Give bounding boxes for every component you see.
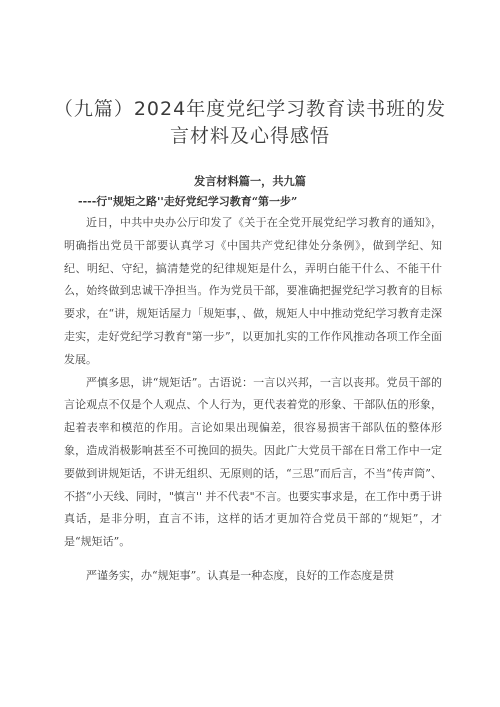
document-title-line-1: （九篇）2024年度党纪学习教育读书班的发 (53, 98, 447, 120)
paragraph-2: 严慎多思，讲“规矩话”。古语说：一言以兴邦，一言以丧邦。党员干部的言论观点不仅是个人观点、个人行为，更代表着党的形象、干部队伍的形象，起着表率和模范的作用。言论如果出现偏差，很容易损害干部队伍的整体形象，造成消极影响甚至不可挽回的损失。因此广大党员干部在日常工作中一定要做到讲规矩话，不讲无组织、无原则的话，“三思”而后言，不当“传声筒”、不搭“小天线、同时，"慎言'' 并不代表"不言。也要实事求是，在工作中勇于讲真话，是非分明，直言不讳，这样的话才更加符合党员干部的“规矩”，才是“规矩话”。 (64, 375, 442, 549)
section-heading: 发言材料篇一，共九篇 (194, 174, 306, 188)
document-title-line-2: 言材料及心得感悟 (169, 125, 330, 147)
document-body (64, 212, 442, 588)
tagline: ----行"规矩之路''走好党纪学习教育“第一步” (78, 195, 298, 208)
paragraph-3: 严谨务实，办“规矩事”。认真是一种态度，良好的工作态度是贯 (86, 568, 395, 582)
paragraph-1: 近日，中共中央办公厅印发了《关于在全党开展党纪学习教育的通知》，明确指出党员干部要认真学习《中国共产党纪律处分条例》，做到学纪、知纪、明纪、守纪，搞清楚党的纪律规矩是什么，弄明白能干什么、不能干什么，始终做到忠诚干净担当。作为党员干部，要准确把握党纪学习教育的目标要求，在“讲，规矩话屋力「规矩事，、做，规矩人中中推动党纪学习教育走深走实，走好党纪学习教育"第一步”，以更加扎实的工作作风推动各项工作全面发展。 (64, 216, 442, 366)
